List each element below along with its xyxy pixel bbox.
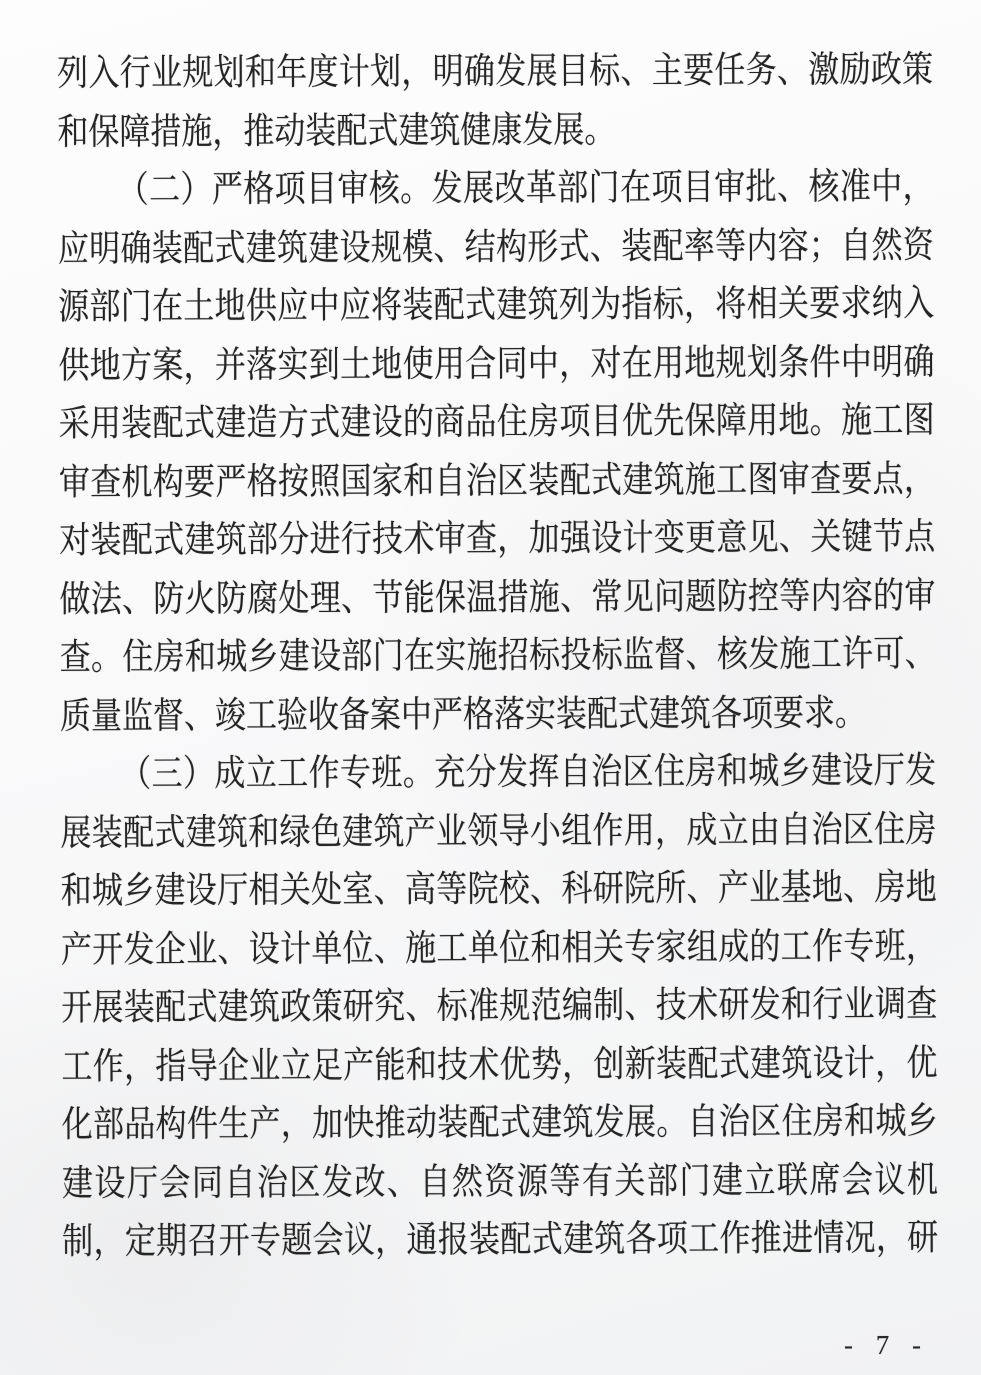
text-line: 建设厅会同自治区发改、自然资源等有关部门建立联席会议机 [61,1158,939,1204]
text-line: 产开发企业、设计单位、施工单位和相关专家组成的工作专班， [60,924,938,970]
text-line: 审查机构要严格按照国家和自治区装配式建筑施工图审查要点， [58,457,935,503]
text-line-section-2-heading: （二）严格项目审核。发展改革部门在项目审批、核准中， [117,165,934,211]
page-number: - 7 - [844,1330,929,1360]
text-line: 开展装配式建筑政策研究、标准规范编制、技术研发和行业调查 [61,982,938,1029]
text-line: 化部品构件生产，加快推动装配式建筑发展。自治区住房和城乡 [61,1099,938,1145]
text-line: 和保障措施，推动装配式建筑健康发展。 [57,108,616,152]
document-body [57,40,938,1270]
text-line: 做法、防火防腐处理、节能保温措施、常见问题防控等内容的审 [59,574,936,620]
text-line: 供地方案，并落实到土地使用合同中，对在用地规划条件中明确 [58,340,935,386]
text-line: 质量监督、竣工验收备案中严格落实装配式建筑各项要求。 [59,691,867,737]
text-line: 工作，指导企业立足产能和技术优势，创新装配式建筑设计，优 [61,1041,938,1087]
text-line: 和城乡建设厅相关处室、高等院校、科研院所、产业基地、房地 [60,866,937,912]
text-line: 应明确装配式建筑建设规模、结构形式、装配率等内容；自然资 [57,223,934,269]
text-line: 对装配式建筑部分进行技术审查，加强设计变更意见、关键节点 [59,515,936,561]
text-line: 展装配式建筑和绿色建筑产业领导小组作用，成立由自治区住房 [60,807,937,853]
text-line: 列入行业规划和年度计划，明确发展目标、主要任务、激励政策 [57,48,934,94]
text-line: 制，定期召开专题会议，通报装配式建筑各项工作推进情况，研 [62,1216,939,1262]
text-line: 查。住房和城乡建设部门在实施招标投标监督、核发施工许可、 [59,632,936,678]
text-line-section-3-heading: （三）成立工作专班。充分发挥自治区住房和城乡建设厅发 [120,749,937,795]
text-line: 源部门在土地供应中应将装配式建筑列为指标，将相关要求纳入 [58,282,935,328]
text-line: 采用装配式建造方式建设的商品住房项目优先保障用地。施工图 [58,398,935,445]
